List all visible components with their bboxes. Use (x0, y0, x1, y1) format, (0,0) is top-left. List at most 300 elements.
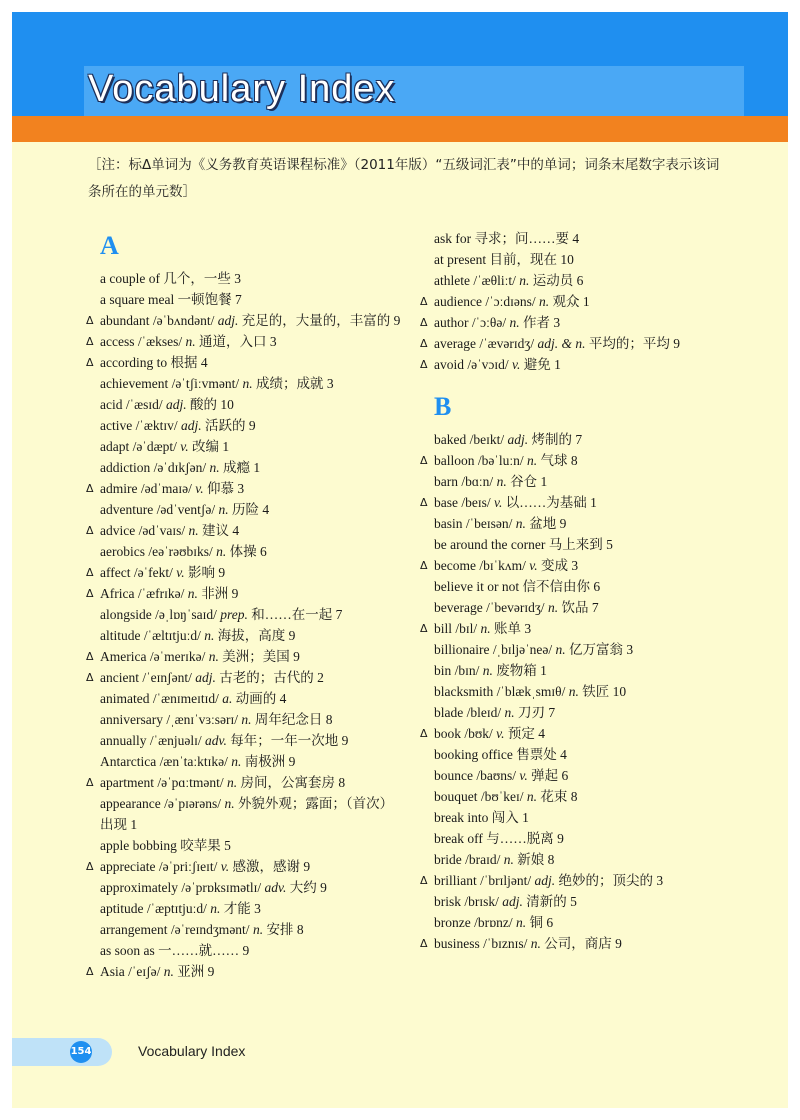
entry-word: appreciate (100, 859, 156, 874)
entry-word: appearance (100, 796, 161, 811)
entry-phonetic: /brɒnz/ (474, 915, 513, 930)
entry-word: admire (100, 481, 138, 496)
vocab-entry (86, 373, 406, 394)
new-word-marker: Δ (420, 622, 428, 635)
vocab-entry (86, 394, 406, 415)
entry-part-of-speech: adj. & n. (537, 336, 586, 351)
vocab-entry (420, 354, 750, 375)
entry-definition: 大约 (289, 880, 317, 895)
vocab-entry (420, 429, 750, 450)
entry-definition: 废物箱 (496, 663, 537, 678)
vocab-entry (420, 450, 750, 471)
new-word-marker: Δ (420, 937, 428, 950)
entry-unit-number: 8 (338, 775, 346, 790)
entry-definition: 运动员 (532, 273, 574, 288)
entry-definition: 才能 (223, 901, 251, 916)
entry-unit-number: 5 (224, 838, 231, 853)
entry-part-of-speech: n. (504, 705, 515, 720)
entry-phonetic: /ˈɔːθə/ (471, 315, 507, 330)
entry-part-of-speech: adj. (166, 397, 187, 412)
entry-part-of-speech: n. (204, 628, 215, 643)
entry-phonetic: /əˈvɔɪd/ (467, 357, 509, 372)
entry-part-of-speech: n. (188, 523, 199, 538)
entry-part-of-speech: n. (227, 775, 238, 790)
entry-part-of-speech: n. (547, 600, 559, 615)
vocab-entry (86, 478, 406, 499)
entry-phonetic: /əˈfekt/ (133, 565, 173, 580)
entry-definition: 公司，商店 (544, 936, 612, 951)
new-word-marker: Δ (86, 776, 94, 789)
entry-word: author (434, 315, 469, 330)
entry-part-of-speech: adj. (507, 432, 529, 447)
entry-unit-number: 5 (606, 537, 613, 552)
entry-word: Antarctica (100, 754, 157, 769)
entry-part-of-speech: n. (516, 915, 527, 930)
vocab-entry (420, 333, 750, 354)
entry-unit-number: 9 (288, 754, 296, 769)
vocab-entry (420, 555, 750, 576)
vocab-entry (86, 583, 406, 604)
footer-tab (12, 1038, 112, 1066)
entry-unit-number: 1 (253, 460, 261, 475)
entry-word: access (100, 334, 135, 349)
entry-definition: 美洲；美国 (222, 649, 290, 664)
vocab-entry (86, 436, 406, 457)
entry-phonetic: /eəˈrəʊbɪks/ (148, 544, 213, 559)
entry-word: acid (100, 397, 123, 412)
entry-word: bin (434, 663, 452, 678)
vocab-entry (86, 940, 406, 961)
entry-unit-number: 3 (234, 271, 241, 286)
entry-word: athlete (434, 273, 470, 288)
entry-word: advice (100, 523, 136, 538)
entry-word: ancient (100, 670, 139, 685)
vocab-entry (86, 457, 406, 478)
entry-word: affect (100, 565, 131, 580)
entry-phonetic: /əˈtʃiːvmənt/ (171, 376, 240, 391)
entry-unit-number: 3 (626, 642, 634, 657)
entry-unit-number: 3 (254, 901, 261, 916)
vocab-entry (420, 849, 750, 870)
entry-definition: 新娘 (517, 852, 545, 867)
entry-definition: 安排 (266, 922, 294, 937)
entry-word: bride (434, 852, 462, 867)
vocab-entry (86, 415, 406, 436)
entry-unit-number: 1 (540, 474, 548, 489)
entry-part-of-speech: v. (195, 481, 204, 496)
entry-list-a (86, 268, 406, 982)
entry-unit-number: 6 (546, 915, 554, 930)
entry-phonetic: /bəˈluːn/ (477, 453, 524, 468)
entry-word: brilliant (434, 873, 477, 888)
vocab-entry (420, 702, 750, 723)
entry-part-of-speech: adj. (195, 670, 216, 685)
entry-word: annually (100, 733, 147, 748)
entry-word: arrangement (100, 922, 168, 937)
vocab-entry (86, 898, 406, 919)
entry-phonetic: /əˈpɪərəns/ (164, 796, 222, 811)
entry-part-of-speech: adj. (181, 418, 202, 433)
vocab-entry (420, 723, 750, 744)
entry-definition: 售票处 (516, 747, 557, 762)
entry-definition: 亚洲 (177, 964, 205, 979)
entry-definition: 弹起 (531, 768, 559, 783)
entry-part-of-speech: n. (538, 294, 550, 309)
entry-unit-number: 1 (222, 439, 230, 454)
entry-word: balloon (434, 453, 475, 468)
entry-phonetic: /ˈbɪznɪs/ (483, 936, 528, 951)
entry-unit-number: 9 (615, 936, 622, 951)
entry-part-of-speech: n. (218, 502, 229, 517)
entry-word: alongside (100, 607, 152, 622)
entry-definition: 几个，一些 (163, 271, 231, 286)
entry-definition: 根据 (170, 355, 198, 370)
entry-part-of-speech: n. (526, 789, 538, 804)
entry-unit-number: 4 (279, 691, 287, 706)
entry-unit-number: 4 (262, 502, 270, 517)
entry-part-of-speech: n. (515, 516, 526, 531)
entry-definition: 感激，感谢 (232, 859, 300, 874)
entry-word: achievement (100, 376, 169, 391)
vocab-entry (86, 730, 406, 751)
entry-unit-number: 6 (561, 768, 569, 783)
entry-word: average (434, 336, 476, 351)
entry-part-of-speech: adj. (502, 894, 523, 909)
vocab-entry (420, 639, 750, 660)
entry-phonetic: /bleɪd/ (466, 705, 502, 720)
vocab-entry (420, 828, 750, 849)
vocab-entry (420, 786, 750, 807)
vocab-entry (86, 310, 406, 331)
entry-unit-number: 6 (593, 579, 601, 594)
vocab-entry (86, 625, 406, 646)
new-word-marker: Δ (86, 587, 94, 600)
entry-phonetic: /ænˈtaːktɪkə/ (159, 754, 228, 769)
entry-part-of-speech: n. (482, 663, 493, 678)
entry-unit-number: 6 (260, 544, 267, 559)
vocab-entry (86, 856, 406, 877)
entry-phonetic: /bʊˈkeɪ/ (480, 789, 524, 804)
entry-unit-number: 1 (590, 495, 597, 510)
entry-definition: 烤制的 (531, 432, 572, 447)
new-word-marker: Δ (86, 671, 94, 684)
section-letter-b: B (434, 392, 452, 421)
vocab-entry (420, 513, 750, 534)
entry-word: basin (434, 516, 463, 531)
entry-word: active (100, 418, 133, 433)
entry-definition: 信不信由你 (522, 579, 590, 594)
entry-definition: 气球 (540, 453, 568, 468)
entry-unit-number: 9 (303, 859, 311, 874)
entry-phonetic: /brɪsk/ (464, 894, 499, 909)
entry-unit-number: 10 (220, 397, 234, 412)
vocab-entry (86, 793, 406, 835)
entry-part-of-speech: adv. (205, 733, 227, 748)
entry-unit-number: 7 (575, 432, 583, 447)
new-word-marker: Δ (420, 295, 428, 308)
entry-part-of-speech: n. (509, 315, 520, 330)
entry-word: Asia (100, 964, 125, 979)
entry-definition: 亿万富翁 (568, 642, 623, 657)
entry-phonetic: /bɪn/ (454, 663, 480, 678)
new-word-marker: Δ (420, 559, 428, 572)
entry-unit-number: 3 (326, 376, 334, 391)
entry-definition: 铜 (529, 915, 544, 930)
new-word-marker: Δ (420, 727, 428, 740)
entry-definition: 变成 (540, 558, 568, 573)
page-number: 154 (70, 1041, 92, 1063)
entry-definition: 刀刃 (518, 705, 545, 720)
entry-unit-number: 9 (559, 516, 567, 531)
vocab-entry (86, 667, 406, 688)
new-word-marker: Δ (86, 650, 94, 663)
entry-word: a couple of (100, 271, 160, 286)
new-word-marker: Δ (86, 860, 94, 873)
entry-part-of-speech: n. (224, 796, 235, 811)
entry-part-of-speech: n. (185, 334, 196, 349)
entry-definition: 动画的 (235, 691, 277, 706)
entry-word: bill (434, 621, 453, 636)
entry-unit-number: 9 (341, 733, 349, 748)
vocab-entry (420, 660, 750, 681)
entry-phonetic: /əˈprɒksɪmətlɪ/ (181, 880, 262, 895)
entry-definition: 清新的 (526, 894, 567, 909)
vocab-entry (86, 562, 406, 583)
entry-unit-number: 8 (547, 852, 555, 867)
entry-part-of-speech: prep. (220, 607, 248, 622)
vocab-entry (420, 249, 750, 270)
vocab-entry (420, 534, 750, 555)
entry-phonetic: /ˈæsɪd/ (125, 397, 163, 412)
entry-part-of-speech: v. (176, 565, 185, 580)
entry-definition: 活跃的 (205, 418, 246, 433)
entry-phonetic: /beɪkt/ (469, 432, 505, 447)
vocab-entry (420, 618, 750, 639)
entry-definition: 花束 (540, 789, 568, 804)
entry-phonetic: /ˈænjuəlɪ/ (149, 733, 202, 748)
vocab-entry (86, 835, 406, 856)
entry-phonetic: /ˈæptɪtjuːd/ (146, 901, 207, 916)
vocab-entry (86, 331, 406, 352)
entry-definition: 铁匠 (582, 684, 610, 699)
entry-definition: 南极洲 (244, 754, 286, 769)
entry-definition: 平均的；平均 (588, 336, 670, 351)
vocab-entry (86, 520, 406, 541)
entry-list-a-continued (420, 228, 750, 375)
vocab-entry (420, 681, 750, 702)
entry-unit-number: 9 (673, 336, 680, 351)
entry-unit-number: 4 (200, 355, 208, 370)
entry-phonetic: /əˌlɒŋˈsaɪd/ (155, 607, 217, 622)
entry-phonetic: /əˈbʌndənt/ (152, 313, 215, 328)
vocab-entry (86, 709, 406, 730)
vocab-entry (420, 765, 750, 786)
entry-part-of-speech: adj. (217, 313, 239, 328)
entry-phonetic: /ˈæltɪtjuːd/ (143, 628, 201, 643)
vocab-entry (86, 688, 406, 709)
header-orange-stripe (12, 116, 788, 142)
entry-phonetic: /əˈmerɪkə/ (149, 649, 206, 664)
entry-unit-number: 9 (557, 831, 564, 846)
entry-word: apartment (100, 775, 154, 790)
new-word-marker: Δ (86, 314, 94, 327)
entry-word: aptitude (100, 901, 144, 916)
entry-unit-number: 8 (570, 453, 578, 468)
entry-phonetic: /ˈæfrɪkə/ (137, 586, 185, 601)
entry-unit-number: 4 (560, 747, 567, 762)
entry-definition: 盆地 (529, 516, 557, 531)
entry-word: barn (434, 474, 458, 489)
vocab-entry (420, 807, 750, 828)
entry-definition: 咬苹果 (180, 838, 221, 853)
entry-unit-number: 1 (582, 294, 590, 309)
entry-word: booking office (434, 747, 513, 762)
new-word-marker: Δ (86, 965, 94, 978)
entry-unit-number: 3 (656, 873, 664, 888)
entry-unit-number: 9 (207, 964, 215, 979)
entry-word: anniversary (100, 712, 163, 727)
vocab-entry (420, 270, 750, 291)
entry-unit-number: 3 (269, 334, 277, 349)
entry-phonetic: /ˌbɪljəˈneə/ (492, 642, 553, 657)
entry-unit-number: 9 (288, 628, 296, 643)
entry-word: believe it or not (434, 579, 520, 594)
entry-unit-number: 1 (130, 817, 138, 832)
new-word-marker: Δ (86, 524, 94, 537)
entry-part-of-speech: v. (519, 768, 528, 783)
entry-unit-number: 2 (317, 670, 324, 685)
entry-unit-number: 1 (540, 663, 547, 678)
vocab-entry (86, 352, 406, 373)
entry-part-of-speech: adv. (264, 880, 287, 895)
entry-definition: 以……为基础 (505, 495, 587, 510)
entry-part-of-speech: n. (480, 621, 491, 636)
entry-unit-number: 8 (296, 922, 304, 937)
entry-part-of-speech: n. (530, 936, 541, 951)
entry-unit-number: 9 (242, 943, 250, 958)
entry-definition: 通道，入口 (199, 334, 267, 349)
section-letter-a: A (100, 231, 119, 260)
entry-phonetic: /bʊk/ (464, 726, 493, 741)
new-word-marker: Δ (86, 356, 94, 369)
entry-part-of-speech: v. (220, 859, 230, 874)
entry-word: business (434, 936, 480, 951)
entry-definition: 古老的；古代的 (219, 670, 314, 685)
entry-definition: 谷仓 (510, 474, 538, 489)
entry-definition: 海拔，高度 (217, 628, 286, 643)
entry-word: altitude (100, 628, 141, 643)
entry-part-of-speech: v. (494, 495, 503, 510)
vocab-entry (86, 499, 406, 520)
entry-definition: 避免 (523, 357, 551, 372)
entry-part-of-speech: n. (241, 712, 252, 727)
entry-phonetic: /əˈpɑːtmənt/ (157, 775, 224, 790)
entry-phonetic: /əˈdæpt/ (132, 439, 177, 454)
entry-unit-number: 5 (570, 894, 577, 909)
entry-unit-number: 7 (548, 705, 556, 720)
entry-part-of-speech: n. (527, 453, 538, 468)
vocab-entry (86, 751, 406, 772)
entry-part-of-speech: v. (180, 439, 189, 454)
entry-unit-number: 7 (335, 607, 343, 622)
entry-word: break off (434, 831, 483, 846)
vocab-entry (420, 291, 750, 312)
new-word-marker: Δ (86, 566, 94, 579)
right-column (420, 228, 750, 954)
entry-phonetic: /əˈdɪkʃən/ (153, 460, 207, 475)
entry-definition: 作者 (522, 315, 550, 330)
entry-unit-number: 1 (554, 357, 561, 372)
entry-word: become (434, 558, 476, 573)
entry-word: aerobics (100, 544, 145, 559)
vocab-entry (86, 268, 406, 289)
entry-word: Africa (100, 586, 135, 601)
entry-definition: 和……在一起 (251, 607, 333, 622)
entry-word: addiction (100, 460, 151, 475)
entry-list-b (420, 429, 750, 954)
entry-phonetic: /ˈæθliːt/ (473, 273, 516, 288)
entry-definition: 体操 (229, 544, 257, 559)
entry-word: audience (434, 294, 482, 309)
entry-word: according to (100, 355, 168, 370)
entry-definition: 改编 (192, 439, 219, 454)
entry-unit-number: 9 (218, 565, 226, 580)
entry-word: apple bobbing (100, 838, 177, 853)
entry-part-of-speech: n. (568, 684, 579, 699)
entry-part-of-speech: a. (222, 691, 233, 706)
entry-phonetic: /ədˈmaɪə/ (140, 481, 192, 496)
entry-part-of-speech: n. (209, 460, 220, 475)
vocab-entry (420, 891, 750, 912)
entry-definition: 账单 (494, 621, 522, 636)
entry-word: beverage (434, 600, 483, 615)
entry-word: America (100, 649, 147, 664)
entry-definition: 饮品 (561, 600, 589, 615)
vocab-entry (86, 646, 406, 667)
vocab-entry (86, 919, 406, 940)
entry-word: be around the corner (434, 537, 546, 552)
entry-phonetic: /ˈeɪnʃənt/ (142, 670, 192, 685)
entry-unit-number: 9 (293, 649, 300, 664)
entry-word: bounce (434, 768, 473, 783)
new-word-marker: Δ (420, 316, 428, 329)
entry-phonetic: /əˈpriːʃɪeɪt/ (158, 859, 218, 874)
index-note: ［注：标Δ单词为《义务教育英语课程标准》（2011年版）“五级词汇表”中的单词；词条末尾数字表示该词条所在的单元数］ (88, 157, 720, 200)
entry-phonetic: /ˌænɪˈvɜːsərɪ/ (166, 712, 239, 727)
entry-word: baked (434, 432, 467, 447)
entry-word: approximately (100, 880, 178, 895)
entry-unit-number: 4 (572, 231, 580, 246)
vocab-entry (420, 933, 750, 954)
entry-phonetic: /ˈɔːdɪəns/ (485, 294, 536, 309)
entry-word: break into (434, 810, 489, 825)
new-word-marker: Δ (420, 874, 428, 887)
entry-definition: 马上来到 (548, 537, 603, 552)
entry-phonetic: /baʊns/ (476, 768, 517, 783)
entry-word: blade (434, 705, 464, 720)
entry-part-of-speech: n. (187, 586, 198, 601)
entry-part-of-speech: v. (511, 357, 521, 372)
entry-unit-number: 1 (522, 810, 529, 825)
entry-word: abundant (100, 313, 150, 328)
entry-word: bronze (434, 915, 471, 930)
entry-phonetic: /ˈbevərɪdʒ/ (486, 600, 545, 615)
entry-definition: 影响 (187, 565, 215, 580)
entry-word: avoid (434, 357, 464, 372)
entry-phonetic: /ədˈventʃə/ (156, 502, 216, 517)
new-word-marker: Δ (420, 454, 428, 467)
entry-unit-number: 3 (237, 481, 245, 496)
